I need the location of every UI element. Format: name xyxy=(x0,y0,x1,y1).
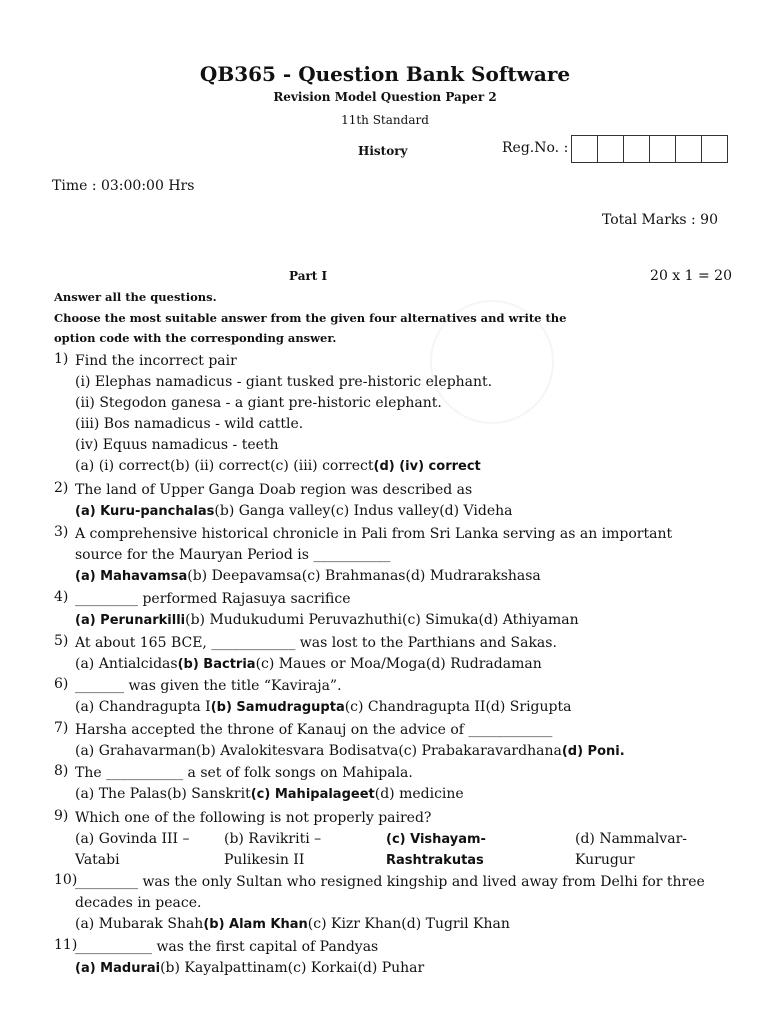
question-text: _________ was the only Sultan who resigned kingship and lived away from Delhi for three xyxy=(75,874,705,890)
answer-option: (d) Rudradaman xyxy=(425,656,542,672)
question-text: The land of Upper Ganga Doab region was described as xyxy=(75,482,473,498)
answer-option: Pulikesin II xyxy=(224,852,305,868)
answer-option: (d) Athiyaman xyxy=(478,612,579,628)
question-text: A comprehensive historical chronicle in Pali from Sri Lanka serving as an important xyxy=(75,526,673,542)
question-text: At about 165 BCE, ____________ was lost to the Parthians and Sakas. xyxy=(75,635,557,651)
question-item xyxy=(54,351,744,477)
answer-option: (d) Tugril Khan xyxy=(401,916,510,932)
answer-option: (a) Mahavamsa xyxy=(75,569,188,584)
answer-option: (a) Chandragupta I xyxy=(75,699,211,715)
question-number: 10) xyxy=(54,872,78,888)
answer-option: (d) (iv) correct xyxy=(373,459,481,474)
answer-option: (c) (iii) correct xyxy=(270,458,374,474)
page-title: QB365 - Question Bank Software xyxy=(199,62,571,86)
regno-box[interactable] xyxy=(701,135,728,163)
answer-option: (a) Antialcidas xyxy=(75,656,178,672)
question-number: 1) xyxy=(54,351,69,367)
question-text: The ___________ a set of folk songs on Mahipala. xyxy=(75,765,413,781)
answer-option: (d) Nammalvar- xyxy=(575,831,687,847)
answer-option: (d) Srigupta xyxy=(485,699,572,715)
question-item xyxy=(54,808,744,871)
question-text: (ii) Stegodon ganesa - a giant pre-historic elephant. xyxy=(75,395,442,411)
answer-option: (d) Videha xyxy=(439,503,513,519)
answer-option: (b) Bactria xyxy=(177,657,256,672)
paper-subtitle: Revision Model Question Paper 2 xyxy=(273,90,497,104)
question-text: _______ was given the title “Kaviraja”. xyxy=(75,678,342,694)
question-item xyxy=(54,937,744,979)
question-number: 4) xyxy=(54,589,69,605)
answer-option: (a) Madurai xyxy=(75,961,161,976)
total-marks: Total Marks : 90 xyxy=(601,212,718,228)
answer-option: (a) Kuru-panchalas xyxy=(75,504,215,519)
answer-option: (c) Indus valley xyxy=(330,503,440,519)
answer-option: Rashtrakutas xyxy=(386,853,484,868)
question-text: _________ performed Rajasuya sacrifice xyxy=(75,591,351,607)
answer-option: (a) Grahavarman xyxy=(75,743,196,759)
question-number: 3) xyxy=(54,524,69,540)
question-item xyxy=(54,633,744,675)
answer-option: (b) Alam Khan xyxy=(203,917,308,932)
answer-option: (a) The Palas xyxy=(75,786,167,802)
question-number: 2) xyxy=(54,480,69,496)
question-number: 8) xyxy=(54,763,69,779)
question-item xyxy=(54,763,744,805)
question-number: 9) xyxy=(54,808,69,824)
answer-option: (b) (ii) correct xyxy=(169,458,271,474)
part-label: Part I xyxy=(289,269,328,283)
answer-option: (c) Mahipalageet xyxy=(250,787,375,802)
regno-box[interactable] xyxy=(675,135,702,163)
subject-label: History xyxy=(358,144,408,158)
answer-option: (b) Ravikriti – xyxy=(224,831,322,847)
answer-option: (b) Avalokitesvara Bodisatva xyxy=(195,743,399,759)
question-text: Harsha accepted the throne of Kanauj on the advice of ____________ xyxy=(75,722,553,738)
question-text: Find the incorrect pair xyxy=(75,353,237,369)
question-number: 6) xyxy=(54,676,69,692)
answer-option: (a) (i) correct xyxy=(75,458,170,474)
answer-option: (c) Vishayam- xyxy=(386,832,486,847)
answer-option: (c) Maues or Moa/Moga xyxy=(255,656,426,672)
regno-box[interactable] xyxy=(571,135,598,163)
question-item xyxy=(54,872,744,935)
answer-option: (c) Simuka xyxy=(402,612,479,628)
question-number: 7) xyxy=(54,720,69,736)
answer-option: (c) Chandragupta II xyxy=(344,699,486,715)
answer-option: (d) medicine xyxy=(374,786,464,802)
regno-box[interactable] xyxy=(597,135,624,163)
regno-box[interactable] xyxy=(649,135,676,163)
question-text: (i) Elephas namadicus - giant tusked pre-historic elephant. xyxy=(75,374,493,390)
question-item xyxy=(54,589,744,631)
time-label: Time : 03:00:00 Hrs xyxy=(52,178,195,194)
question-text: (iii) Bos namadicus - wild cattle. xyxy=(75,416,304,432)
answer-option: (c) Korkai xyxy=(287,960,358,976)
regno-box[interactable] xyxy=(623,135,650,163)
question-item xyxy=(54,524,744,587)
answer-option: (b) Sanskrit xyxy=(166,786,251,802)
answer-option: (c) Prabakaravardhana xyxy=(398,743,562,759)
answer-option: (c) Brahmanas xyxy=(301,568,406,584)
question-text: (iv) Equus namadicus - teeth xyxy=(75,437,279,453)
answer-option: (d) Puhar xyxy=(357,960,425,976)
answer-option: (a) Govinda III – xyxy=(75,831,190,847)
answer-option: Kurugur xyxy=(575,852,635,868)
instruction-line: Choose the most suitable answer from the given four alternatives and write the xyxy=(54,311,567,325)
regno-label: Reg.No. : xyxy=(502,140,569,156)
question-number: 5) xyxy=(54,633,69,649)
instruction-line: option code with the corresponding answer. xyxy=(54,331,337,345)
answer-option: (a) Perunarkilli xyxy=(75,613,186,628)
answer-option: (a) Mubarak Shah xyxy=(75,916,204,932)
answer-option: (b) Samudragupta xyxy=(210,700,345,715)
answer-option: (b) Kayalpattinam xyxy=(160,960,288,976)
question-item xyxy=(54,676,744,718)
question-item xyxy=(54,480,744,522)
question-text: ___________ was the first capital of Pandyas xyxy=(75,939,379,955)
part-marks: 20 x 1 = 20 xyxy=(650,268,732,284)
answer-option: (d) Mudrarakshasa xyxy=(405,568,541,584)
question-text: decades in peace. xyxy=(75,895,202,911)
answer-option: (c) Kizr Khan xyxy=(307,916,402,932)
answer-option: (d) Poni. xyxy=(561,744,625,759)
regno-boxes xyxy=(571,135,727,163)
question-item xyxy=(54,720,744,762)
standard-label: 11th Standard xyxy=(341,113,429,127)
answer-option: (b) Ganga valley xyxy=(214,503,331,519)
answer-option: (b) Deepavamsa xyxy=(187,568,302,584)
question-text: Which one of the following is not properly paired? xyxy=(75,810,432,826)
question-number: 11) xyxy=(54,937,78,953)
answer-option: Vatabi xyxy=(75,852,120,868)
instruction-line: Answer all the questions. xyxy=(54,290,217,304)
answer-option: (b) Mudukudumi Peruvazhuthi xyxy=(185,612,403,628)
question-text: source for the Mauryan Period is ___________ xyxy=(75,547,391,563)
